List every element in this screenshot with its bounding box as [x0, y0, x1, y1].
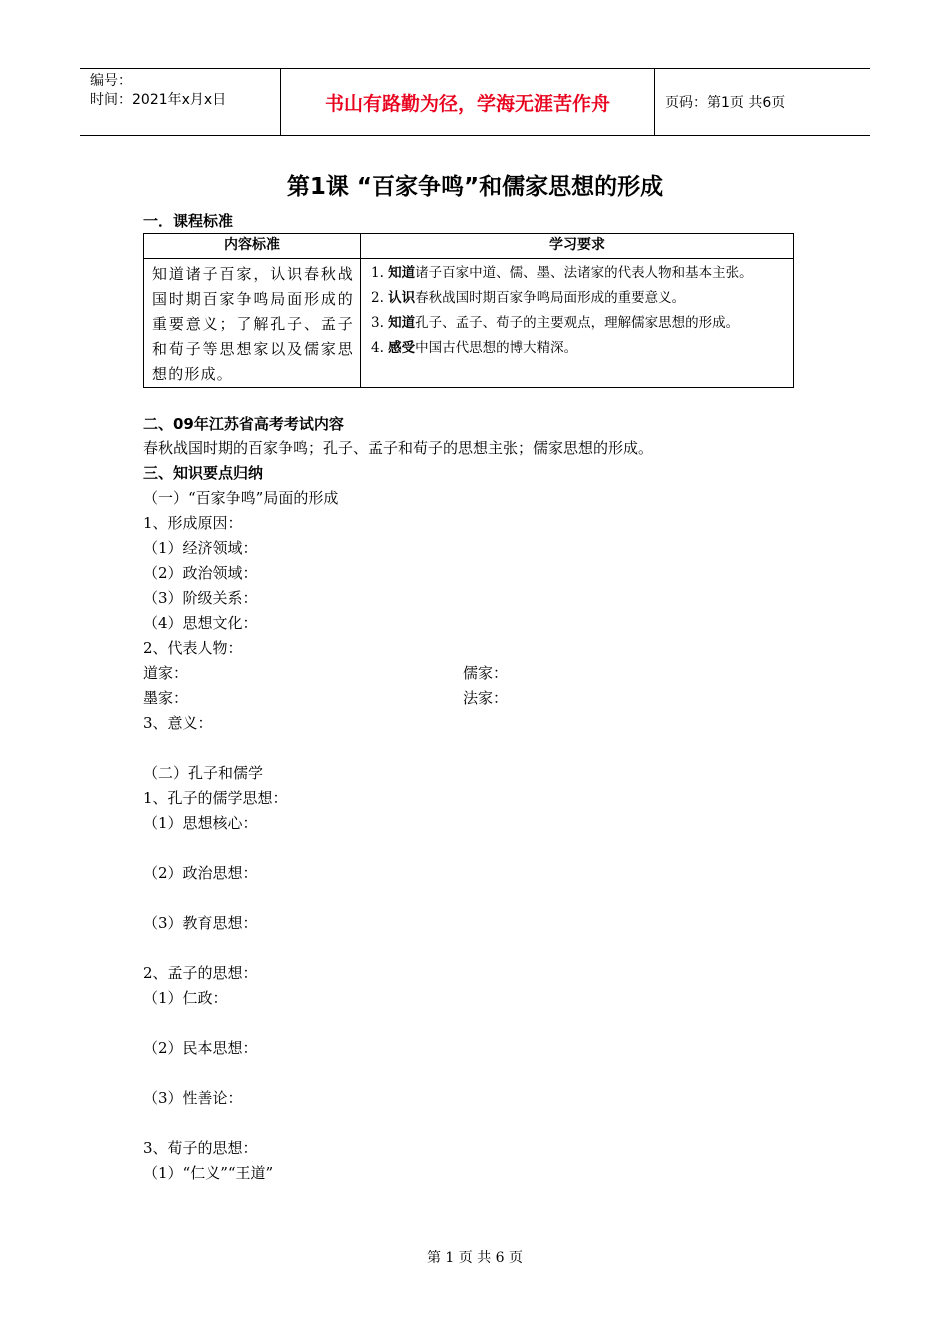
item-heading: 3、荀子的思想：: [143, 1139, 258, 1157]
requirement-4: 4. 感受中国古代思想的博大精深。: [371, 340, 578, 356]
subsection-heading: （二）孔子和儒学: [143, 764, 264, 782]
item-line: （4）思想文化：: [143, 614, 258, 632]
item-line: 法家：: [463, 689, 509, 707]
item-heading: 3、意义：: [143, 714, 213, 732]
requirements-cell: [361, 259, 794, 388]
item-heading: 2、代表人物：: [143, 639, 243, 657]
item-line: （2）民本思想：: [143, 1039, 258, 1057]
requirement-2: 2. 认识春秋战国时期百家争鸣局面形成的重要意义。: [371, 290, 686, 306]
time-label: 时间：2021年x月x日: [90, 92, 227, 108]
item-heading: 1、形成原因：: [143, 514, 243, 532]
item-line: （1）仁政：: [143, 989, 228, 1007]
number-label: 编号：: [90, 73, 132, 89]
col-require-header: 学习要求: [361, 234, 794, 259]
requirement-1: 1. 知道诸子百家中道、儒、墨、法诸家的代表人物和基本主张。: [371, 265, 753, 281]
item-line: （2）政治领域：: [143, 564, 258, 582]
section1-heading: 一．课程标准: [143, 212, 234, 230]
requirement-3: 3. 知道孔子、孟子、荀子的主要观点，理解儒家思想的形成。: [371, 315, 740, 331]
content-standard-cell: 知道诸子百家，认识春秋战国时期百家争鸣局面形成的重要意义；了解孔子、孟子和荀子等思想家以及儒家思想的形成。: [144, 259, 361, 388]
item-line: （1）思想核心：: [143, 814, 258, 832]
subsection-heading: （一）“百家争鸣”局面的形成: [143, 489, 339, 507]
header-table: [80, 68, 870, 136]
item-heading: 1、孔子的儒学思想：: [143, 789, 288, 807]
item-line: （1）“仁义”“王道”: [143, 1164, 274, 1182]
item-line: （3）性善论：: [143, 1089, 243, 1107]
item-line: 道家：: [143, 664, 189, 682]
item-line: （3）阶级关系：: [143, 589, 258, 607]
page-title: 第1课 “百家争鸣”和儒家思想的形成: [286, 174, 664, 200]
section3-heading: 三、知识要点归纳: [143, 464, 264, 482]
page-footer: 第 1 页 共 6 页: [426, 1250, 524, 1266]
curriculum-standard-table: [143, 233, 794, 388]
header-info-cell: [80, 69, 281, 135]
item-line: （3）教育思想：: [143, 914, 258, 932]
motto: 书山有路勤为径，学海无涯苦作舟: [281, 69, 655, 135]
item-line: 儒家：: [463, 664, 509, 682]
item-line: （2）政治思想：: [143, 864, 258, 882]
page-info: 页码：第1页 共6页: [665, 95, 786, 111]
item-heading: 2、孟子的思想：: [143, 964, 258, 982]
col-content-header: 内容标准: [144, 234, 361, 259]
item-line: 墨家：: [143, 689, 189, 707]
section2-text: 春秋战国时期的百家争鸣；孔子、孟子和荀子的思想主张；儒家思想的形成。: [143, 439, 654, 457]
section2-heading: 二、09年江苏省高考考试内容: [143, 415, 344, 433]
item-line: （1）经济领域：: [143, 539, 258, 557]
